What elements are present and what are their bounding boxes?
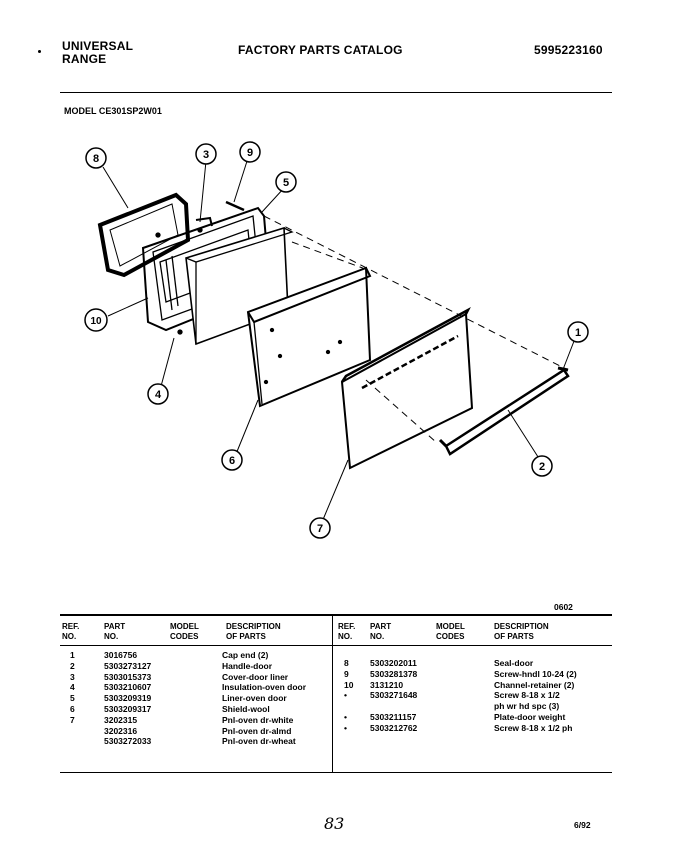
catalog-number: 5995223160 bbox=[534, 43, 603, 57]
table-cell: Pnl-oven dr-wheat bbox=[222, 736, 296, 747]
exploded-door-diagram bbox=[48, 30, 620, 550]
table-cell: Pnl-oven dr-almd bbox=[222, 725, 292, 736]
table-bottom-rule bbox=[60, 772, 612, 773]
handwritten-page-number: 83 bbox=[324, 814, 345, 833]
table-cell bbox=[370, 701, 417, 712]
table-cell: 3202316 bbox=[104, 725, 138, 736]
table-cell: 5 bbox=[70, 693, 75, 704]
table-cell: 6 bbox=[70, 703, 75, 714]
revision-date: 6/92 bbox=[574, 820, 591, 830]
table-cell: Pnl-oven dr-white bbox=[222, 714, 294, 725]
table-cell: 5303271648 bbox=[370, 690, 418, 701]
svg-text:6: 6 bbox=[228, 455, 236, 467]
svg-text:1: 1 bbox=[574, 327, 582, 339]
table-cell: Screw 8-18 x 1/2 bbox=[494, 690, 560, 701]
table-cell: 5303015373 bbox=[104, 671, 152, 682]
header-desc-right: DESCRIPTION OF PARTS bbox=[494, 622, 549, 641]
callout-2 bbox=[532, 456, 552, 476]
table-cell: 5303273127 bbox=[104, 660, 152, 671]
svg-text:7: 7 bbox=[316, 523, 324, 535]
table-cell: 4 bbox=[70, 682, 75, 693]
table-cell: 2 bbox=[70, 660, 75, 671]
callout-5 bbox=[276, 172, 296, 192]
table-cell: Handle-door bbox=[222, 660, 273, 671]
handle-screw-part bbox=[226, 202, 244, 210]
svg-text:5: 5 bbox=[282, 177, 290, 189]
callout-3 bbox=[196, 144, 216, 164]
table-top-rule bbox=[60, 614, 612, 616]
table-cell bbox=[70, 726, 75, 737]
table-cell: 8 bbox=[344, 658, 349, 668]
right-part-column bbox=[370, 658, 417, 734]
callout-7 bbox=[310, 518, 330, 538]
table-cell: 5303281378 bbox=[370, 668, 418, 679]
table-cell: Liner-oven door bbox=[222, 693, 287, 704]
table-cell: 3202315 bbox=[104, 714, 138, 725]
svg-text:2: 2 bbox=[538, 461, 546, 473]
table-cell: Seal-door bbox=[494, 658, 534, 668]
catalog-page bbox=[48, 30, 620, 840]
model-number: MODEL CE301SP2W01 bbox=[64, 106, 162, 116]
bullet-mark bbox=[38, 50, 41, 53]
table-cell: • bbox=[344, 690, 347, 701]
table-cell: 7 bbox=[70, 714, 75, 725]
header-desc-left: DESCRIPTION OF PARTS bbox=[226, 622, 281, 641]
header-ref-right: REF. NO. bbox=[338, 622, 356, 641]
brand-line-2: RANGE bbox=[62, 52, 107, 66]
brand-line-1: UNIVERSAL bbox=[62, 39, 134, 53]
svg-text:8: 8 bbox=[92, 153, 100, 165]
header-model-right: MODEL CODES bbox=[436, 622, 465, 641]
table-cell: Insulation-oven door bbox=[222, 682, 307, 693]
table-cell: 10 bbox=[344, 679, 354, 690]
page-code: 0602 bbox=[554, 602, 573, 612]
table-cell bbox=[70, 736, 75, 747]
svg-text:10: 10 bbox=[90, 316, 102, 327]
header-model-left: MODEL CODES bbox=[170, 622, 199, 641]
table-cell: 5303212762 bbox=[370, 722, 418, 733]
callout-10 bbox=[85, 309, 107, 331]
table-cell: Shield-wool bbox=[222, 703, 270, 714]
left-desc-column bbox=[222, 650, 306, 747]
header-part-right: PART NO. bbox=[370, 622, 392, 641]
table-cell: Screw 8-18 x 1/2 ph bbox=[494, 722, 573, 733]
table-cell: ph wr hd spc (3) bbox=[494, 701, 560, 712]
table-divider bbox=[332, 616, 333, 772]
header-ref-left: REF. NO. bbox=[62, 622, 80, 641]
callout-4 bbox=[148, 384, 168, 404]
table-cell: 3131210 bbox=[370, 679, 404, 690]
table-cell: 3016756 bbox=[104, 650, 138, 660]
table-cell: 3 bbox=[70, 671, 75, 682]
left-part-column bbox=[104, 650, 151, 747]
table-cell: 5303202011 bbox=[370, 658, 417, 668]
header-part-left: PART NO. bbox=[104, 622, 126, 641]
right-desc-column bbox=[494, 658, 577, 734]
table-cell: Channel-retainer (2) bbox=[494, 679, 575, 690]
table-cell: 1 bbox=[70, 650, 75, 660]
table-cell: 9 bbox=[344, 668, 349, 679]
table-cell: 5303209317 bbox=[104, 703, 152, 714]
table-cell bbox=[344, 701, 353, 712]
table-header-rule bbox=[60, 645, 612, 646]
callout-6 bbox=[222, 450, 242, 470]
callout-1 bbox=[568, 322, 588, 342]
callout-9 bbox=[240, 142, 260, 162]
table-cell: Screw-hndl 10-24 (2) bbox=[494, 668, 577, 679]
right-ref-column bbox=[344, 658, 353, 734]
table-cell: • bbox=[344, 711, 347, 722]
table-cell: 5303210607 bbox=[104, 682, 152, 693]
table-cell: Cover-door liner bbox=[222, 671, 289, 682]
table-cell: • bbox=[344, 722, 347, 733]
table-cell: Cap end (2) bbox=[222, 650, 269, 660]
svg-text:3: 3 bbox=[202, 149, 210, 161]
catalog-title: FACTORY PARTS CATALOG bbox=[238, 43, 403, 57]
table-cell: Plate-door weight bbox=[494, 711, 566, 722]
svg-text:4: 4 bbox=[154, 389, 162, 401]
table-cell: 5303209319 bbox=[104, 693, 152, 704]
svg-text:9: 9 bbox=[246, 147, 254, 159]
table-cell: 5303211157 bbox=[370, 711, 417, 722]
callout-8 bbox=[86, 148, 106, 168]
left-ref-column bbox=[70, 650, 75, 747]
table-cell: 5303272033 bbox=[104, 736, 152, 747]
